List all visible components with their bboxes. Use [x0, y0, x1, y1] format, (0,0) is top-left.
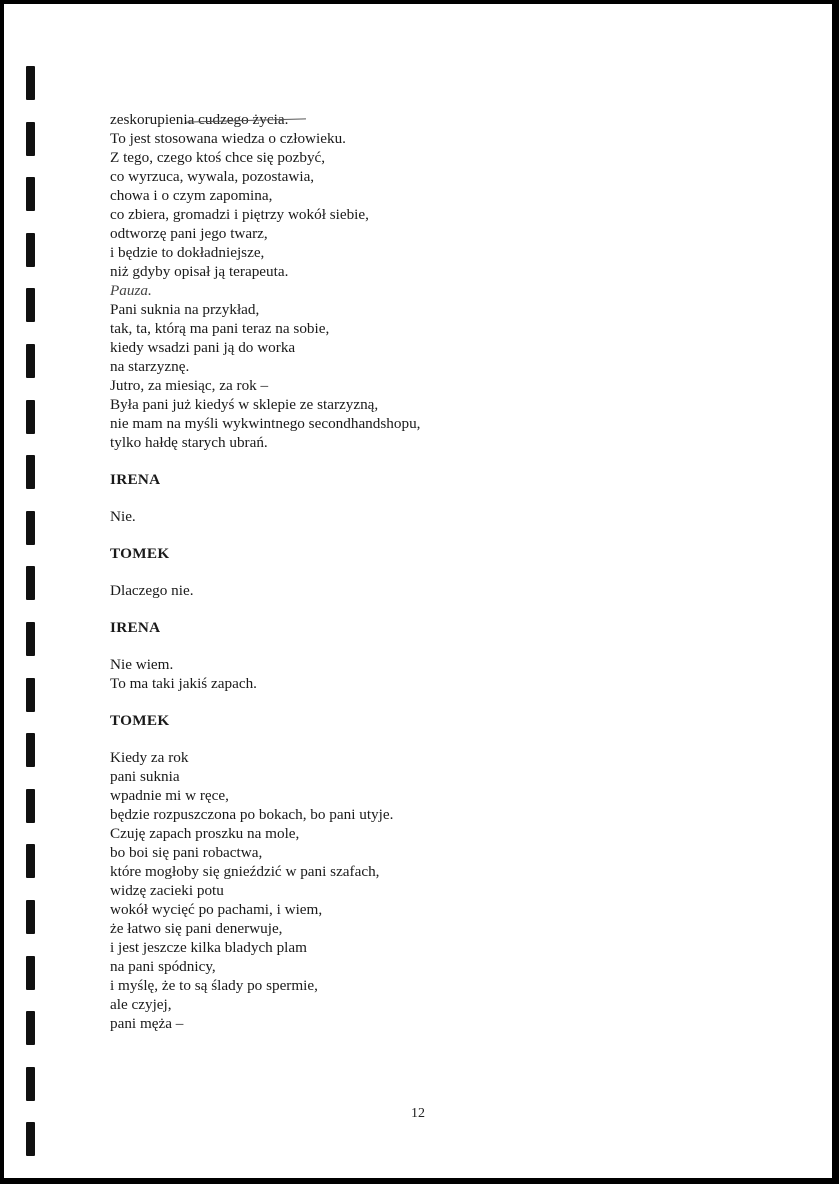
dialogue-line: chowa i o czym zapomina,: [110, 187, 273, 204]
dialogue-line: co wyrzuca, wywala, pozostawia,: [110, 168, 315, 185]
binding-hole: [26, 566, 35, 600]
dialogue-line: pani suknia: [110, 768, 180, 785]
dialogue-line: Dlaczego nie.: [110, 582, 194, 599]
binding-hole: [26, 233, 35, 267]
binding-hole: [26, 1011, 35, 1045]
dialogue-line: Nie wiem.: [110, 656, 174, 673]
dialogue-line: Nie.: [110, 508, 136, 525]
binding-hole: [26, 622, 35, 656]
binding-hole: [26, 1067, 35, 1101]
speech-block: [110, 544, 800, 600]
binding-hole: [26, 400, 35, 434]
dialogue-line: Była pani już kiedyś w sklepie ze starzyzną,: [110, 396, 379, 413]
stage-direction: Pauza.: [110, 282, 152, 299]
dialogue-line: Pani suknia na przykład,: [110, 301, 260, 318]
speech-block: [110, 470, 800, 526]
dialogue-line: nie mam na myśli wykwintnego secondhandshopu,: [110, 415, 421, 432]
dialogue-line: co zbiera, gromadzi i piętrzy wokół siebie,: [110, 206, 369, 223]
dialogue-line: To ma taki jakiś zapach.: [110, 675, 257, 692]
dialogue-line: Czuję zapach proszku na mole,: [110, 825, 300, 842]
binding-hole: [26, 177, 35, 211]
binding-hole: [26, 455, 35, 489]
binding-hole: [26, 1122, 35, 1156]
struck-text: cudzego życia.: [198, 111, 289, 128]
binding-hole: [26, 288, 35, 322]
dialogue-line: odtworzę pani jego twarz,: [110, 225, 268, 242]
dialogue-line: że łatwo się pani denerwuje,: [110, 920, 283, 937]
dialogue-line: To jest stosowana wiedza o człowieku.: [110, 130, 346, 147]
dialogue-line: ale czyjej,: [110, 996, 172, 1013]
dialogue-line: Kiedy za rok: [110, 749, 189, 766]
binding-hole: [26, 900, 35, 934]
dialogue-line: na starzyznę.: [110, 358, 190, 375]
dialogue-line: na pani spódnicy,: [110, 958, 216, 975]
dialogue-line: które mogłoby się gnieździć w pani szafach,: [110, 863, 380, 880]
speaker-name: TOMEK: [110, 545, 170, 562]
binding-hole: [26, 678, 35, 712]
dialogue-line: i myślę, że to są ślady po spermie,: [110, 977, 318, 994]
dialogue-line: wokół wycięć po pachami, i wiem,: [110, 901, 323, 918]
dialogue-line: tylko hałdę starych ubrań.: [110, 434, 268, 451]
binding-hole: [26, 66, 35, 100]
opening-first-word: zeskorupienia: [110, 111, 195, 128]
binding-hole: [26, 344, 35, 378]
binding-hole: [26, 844, 35, 878]
dialogue-line: i jest jeszcze kilka bladych plam: [110, 939, 307, 956]
dialogue-line: wpadnie mi w ręce,: [110, 787, 229, 804]
dialogue-line: widzę zacieki potu: [110, 882, 224, 899]
dialogue-line: będzie rozpuszczona po bokach, bo pani utyje.: [110, 806, 394, 823]
binding-hole: [26, 733, 35, 767]
opening-line: [110, 110, 800, 129]
dialogue-line: niż gdyby opisał ją terapeuta.: [110, 263, 289, 280]
dialogue-line: Z tego, czego ktoś chce się pozbyć,: [110, 149, 326, 166]
binding-hole: [26, 956, 35, 990]
speaker-name: TOMEK: [110, 712, 170, 729]
dialogue-line: bo boi się pani robactwa,: [110, 844, 263, 861]
speeches: [110, 129, 800, 1033]
speech-block: [110, 711, 800, 1033]
binding-hole: [26, 511, 35, 545]
dialogue-line: tak, ta, którą ma pani teraz na sobie,: [110, 320, 330, 337]
dialogue-line: i będzie to dokładniejsze,: [110, 244, 265, 261]
binding-hole: [26, 122, 35, 156]
script-text: [110, 110, 800, 1033]
dialogue-line: Jutro, za miesiąc, za rok –: [110, 377, 269, 394]
dialogue-line: kiedy wsadzi pani ją do worka: [110, 339, 296, 356]
dialogue-line: pani męża –: [110, 1015, 184, 1032]
speaker-name: IRENA: [110, 471, 161, 488]
page-number: 12: [411, 1106, 425, 1121]
binding-hole: [26, 789, 35, 823]
speaker-name: IRENA: [110, 619, 161, 636]
speech-block: [110, 129, 800, 452]
speech-block: [110, 618, 800, 693]
document-page: [4, 4, 832, 1178]
